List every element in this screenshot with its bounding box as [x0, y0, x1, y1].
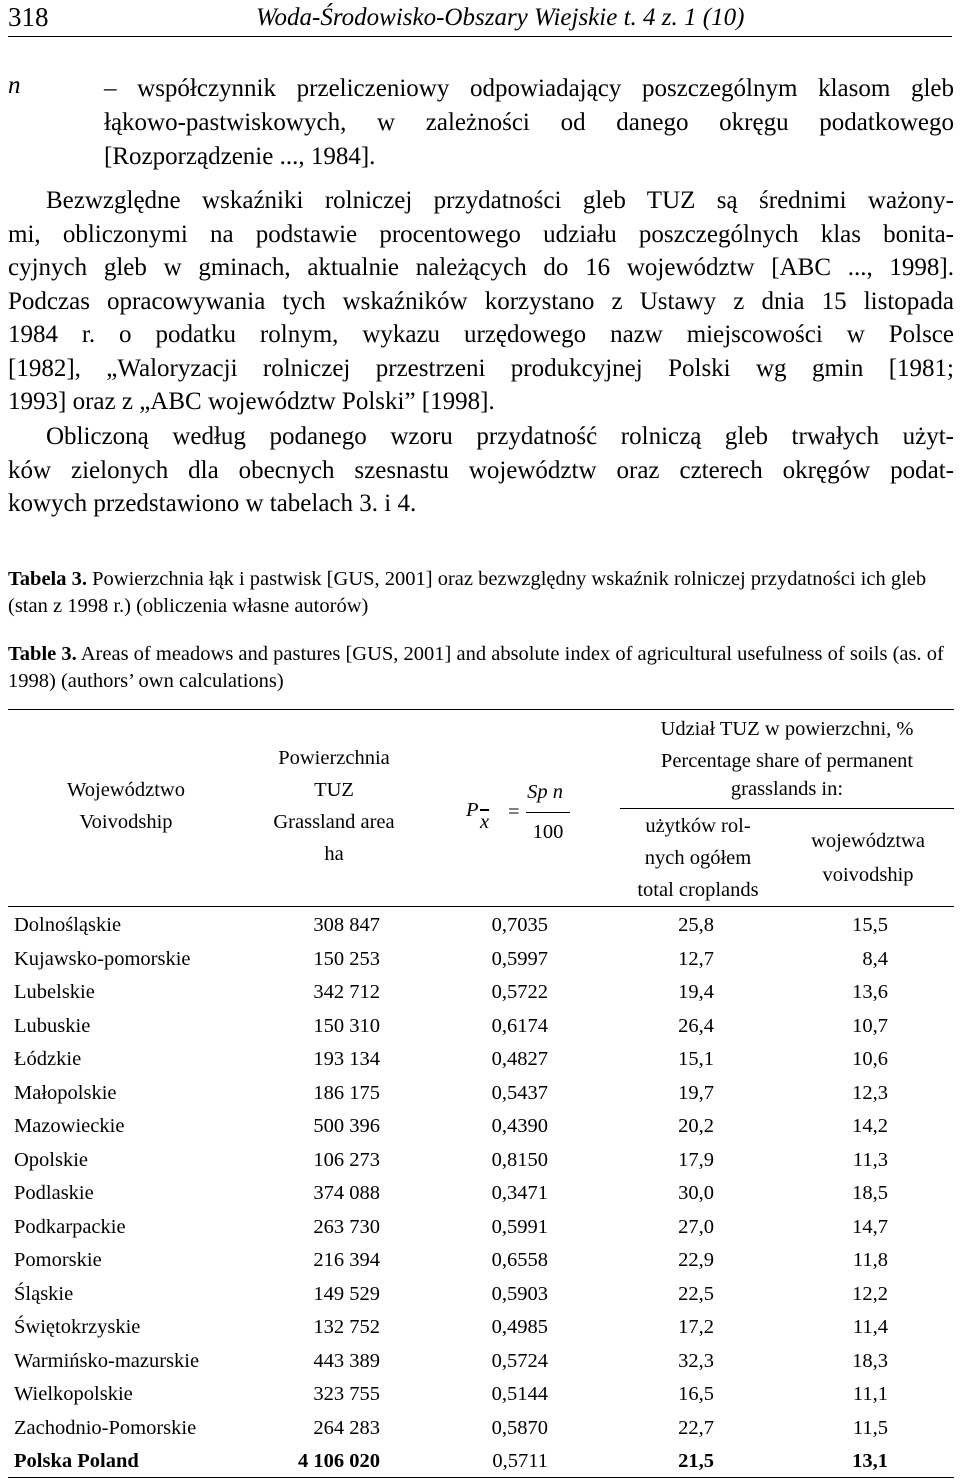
header-voivodship-pl: Województwo — [67, 779, 185, 801]
cell-share-croplands: 25,8 — [678, 914, 714, 936]
header-croplands-line3: total croplands — [637, 879, 759, 901]
cell-area: 106 273 — [313, 1148, 380, 1171]
cell-share-croplands: 22,9 — [678, 1249, 714, 1271]
header-share-rule — [620, 808, 954, 809]
header-area-line4: ha — [324, 843, 344, 865]
paragraph-line: 1993] oraz z „ABC województw Polski” [1998]. — [8, 388, 495, 415]
cell-share-croplands: 32,3 — [678, 1349, 714, 1372]
table-row — [8, 976, 954, 1010]
cell-share-croplands: 19,7 — [678, 1081, 714, 1104]
cell-area: 150 310 — [313, 1014, 380, 1037]
cell-index: 0,4985 — [491, 1316, 548, 1338]
caption-text-en: Areas of meadows and pastures [GUS, 2001] and absolute index of agricultural usefulness of soils (as. of 1998) (authors’ own calculations) — [8, 643, 944, 692]
cell-voivodship: Dolnośląskie — [14, 914, 122, 936]
cell-index: 0,5724 — [491, 1349, 548, 1372]
table-row — [8, 1177, 954, 1211]
cell-share-croplands: 17,9 — [678, 1148, 714, 1171]
cell-voivodship: Polska Poland — [14, 1450, 139, 1472]
cell-area: 150 253 — [313, 947, 380, 970]
table-row — [8, 1378, 954, 1412]
paragraph-line: Podczas opracowywania tych wskaźników korzystano z Ustawy z dnia 15 listopada — [8, 287, 954, 315]
header-croplands-line2: nych ogółem — [644, 847, 752, 869]
header-area-line3: Grassland area — [273, 811, 395, 833]
page-number: 318 — [8, 2, 49, 32]
formula-x-bar: $\overline{x}$ — [480, 811, 490, 833]
header-voivodship-share — [788, 824, 948, 892]
cell-share-voivodship: 11,8 — [852, 1249, 888, 1271]
header-voivodship — [36, 774, 216, 838]
formula-denominator: 100 — [532, 821, 564, 843]
cell-index: 0,5722 — [491, 981, 548, 1003]
definition-text: – współczynnik przeliczeniowy odpowiadający poszczególnym klasom gleb łąkowo-pastwiskowych, w zależności od danego okręgu podatkowego [Rozporządzenie ..., 1984]. — [104, 75, 954, 170]
formula-fraction-line — [526, 812, 570, 813]
cell-index: 0,3471 — [491, 1182, 548, 1204]
definition-symbol: n — [8, 72, 21, 99]
cell-share-croplands: 15,1 — [678, 1048, 714, 1070]
cell-voivodship: Mazowieckie — [14, 1115, 125, 1137]
cell-area: 500 396 — [313, 1115, 380, 1137]
cell-share-voivodship: 13,6 — [852, 981, 888, 1003]
cell-share-voivodship: 18,5 — [852, 1182, 888, 1204]
header-share-en-line2: grasslands in: — [730, 778, 844, 800]
table-row — [8, 1010, 954, 1044]
table-caption-en — [8, 641, 954, 695]
cell-index: 0,6174 — [491, 1014, 548, 1037]
table-row — [8, 1043, 954, 1077]
cell-area: 263 730 — [313, 1215, 380, 1238]
caption-label-pl: Tabela 3. — [8, 568, 87, 590]
cell-voivodship: Warmińsko-mazurskie — [14, 1349, 200, 1372]
cell-voivodship: Lubelskie — [14, 981, 95, 1003]
cell-index: 0,5437 — [491, 1081, 548, 1104]
formula-equals: = — [508, 801, 520, 823]
cell-index: 0,8150 — [491, 1148, 548, 1171]
cell-share-croplands: 17,2 — [678, 1316, 714, 1338]
header-area-line2: TUZ — [314, 779, 354, 801]
header-voiv-share-line2: voivodship — [822, 864, 914, 886]
cell-area: 443 389 — [313, 1349, 380, 1372]
cell-voivodship: Opolskie — [14, 1148, 89, 1171]
table-row — [8, 1278, 954, 1312]
cell-area: 342 712 — [313, 981, 380, 1003]
header-area-line1: Powierzchnia — [278, 747, 390, 769]
cell-share-croplands: 12,7 — [678, 947, 714, 970]
cell-index: 0,6558 — [491, 1249, 548, 1271]
running-header — [8, 0, 952, 37]
header-share-pl: Udział TUZ w powierzchni, % — [660, 718, 914, 740]
paragraph-line: cyjnych gleb w gminach, aktualnie należących do 16 województw [ABC ..., 1998]. — [8, 254, 954, 281]
table-top-rule — [8, 709, 954, 710]
header-area — [244, 742, 424, 870]
cell-index: 0,5991 — [491, 1215, 548, 1238]
cell-area: 132 752 — [313, 1316, 380, 1338]
journal-title: Woda-Środowisko-Obszary Wiejskie t. 4 z. 1 (10) — [256, 4, 745, 31]
cell-share-croplands: 27,0 — [678, 1215, 714, 1238]
paragraph-line: Bezwzględne wskaźniki rolniczej przydatności gleb TUZ są średnimi ważony- — [46, 187, 954, 214]
header-voiv-share-line1: województwa — [811, 830, 925, 852]
cell-share-croplands: 20,2 — [678, 1115, 714, 1137]
table-header-rule — [8, 906, 954, 907]
table-row — [8, 1077, 954, 1111]
paragraph-line: 1984 r. o podatku rolnym, wykazu urzędowego nazw miejscowości w Polsce — [8, 321, 954, 348]
paragraph-line: kowych przedstawiono w tabelach 3. i 4. — [8, 490, 417, 517]
body-paragraph-2 — [8, 420, 954, 521]
cell-share-croplands: 22,5 — [678, 1282, 714, 1305]
cell-voivodship: Kujawsko-pomorskie — [14, 947, 191, 970]
cell-share-voivodship: 14,2 — [852, 1115, 888, 1137]
cell-share-voivodship: 15,5 — [852, 914, 888, 936]
table-row — [8, 909, 954, 943]
cell-voivodship: Świętokrzyskie — [14, 1316, 141, 1338]
cell-share-croplands: 16,5 — [678, 1383, 714, 1405]
cell-index: 0,4827 — [491, 1048, 548, 1070]
header-share-en-line1: Percentage share of permanent — [660, 750, 914, 772]
cell-share-voivodship: 14,7 — [852, 1215, 888, 1238]
cell-share-voivodship: 8,4 — [862, 947, 888, 970]
cell-index: 0,5997 — [491, 947, 548, 970]
cell-area: 186 175 — [313, 1081, 380, 1104]
cell-index: 0,5711 — [492, 1450, 548, 1472]
cell-index: 0,5903 — [491, 1282, 548, 1305]
body-paragraph-1 — [8, 184, 954, 419]
cell-voivodship: Lubuskie — [14, 1014, 91, 1037]
cell-voivodship: Małopolskie — [14, 1081, 117, 1104]
cell-share-voivodship: 18,3 — [852, 1349, 888, 1372]
table-bottom-rule — [8, 1477, 954, 1478]
table-row — [8, 1412, 954, 1446]
paragraph-line: Obliczoną według podanego wzoru przydatność rolniczą gleb trwałych użyt- — [46, 423, 954, 450]
paragraph-line: [1982], „Waloryzacji rolniczej przestrzeni produkcyjnej Polski wg gmin [1981; — [8, 354, 954, 382]
paragraph-line: ków zielonych dla obecnych szesnastu województw oraz czterech okręgów podat- — [8, 456, 954, 484]
cell-area: 216 394 — [313, 1249, 380, 1271]
cell-index: 0,4390 — [491, 1115, 548, 1137]
formula-numerator: Sp n — [527, 781, 563, 803]
table-row — [8, 1211, 954, 1245]
cell-share-croplands: 21,5 — [678, 1450, 714, 1472]
cell-share-voivodship: 13,1 — [852, 1450, 888, 1472]
cell-share-croplands: 22,7 — [678, 1416, 714, 1439]
cell-voivodship: Śląskie — [14, 1282, 74, 1305]
cell-area: 264 283 — [313, 1416, 380, 1439]
cell-share-voivodship: 11,3 — [852, 1148, 888, 1171]
table-caption-pl — [8, 566, 954, 620]
cell-share-voivodship: 10,6 — [852, 1048, 888, 1070]
caption-text-pl: Powierzchnia łąk i pastwisk [GUS, 2001] oraz bezwzględny wskaźnik rolniczej przydatności ich gleb (stan z 1998 r.) (obliczenia własne autorów) — [8, 568, 927, 617]
cell-share-voivodship: 12,2 — [852, 1282, 888, 1305]
cell-voivodship: Łódzkie — [14, 1048, 82, 1070]
cell-index: 0,5870 — [491, 1416, 548, 1439]
header-croplands — [618, 810, 778, 906]
cell-area: 193 134 — [313, 1048, 380, 1070]
cell-share-voivodship: 12,3 — [852, 1081, 888, 1104]
header-croplands-line1: użytków rol- — [645, 815, 751, 837]
cell-share-voivodship: 11,1 — [852, 1383, 888, 1405]
header-voivodship-en: Voivodship — [79, 811, 173, 833]
table-row — [8, 1110, 954, 1144]
cell-share-voivodship: 11,4 — [852, 1316, 888, 1338]
cell-voivodship: Wielkopolskie — [14, 1383, 133, 1405]
formula-p: P — [466, 799, 479, 821]
cell-index: 0,5144 — [491, 1383, 548, 1405]
cell-share-voivodship: 11,5 — [852, 1416, 888, 1439]
cell-share-croplands: 26,4 — [678, 1014, 714, 1037]
table-row — [8, 943, 954, 977]
caption-label-en: Table 3. — [8, 643, 77, 665]
cell-share-croplands: 19,4 — [678, 981, 714, 1003]
table-row — [8, 1144, 954, 1178]
cell-voivodship: Pomorskie — [14, 1249, 102, 1271]
cell-voivodship: Zachodnio-Pomorskie — [14, 1416, 197, 1439]
header-share — [620, 712, 954, 802]
table-row — [8, 1345, 954, 1379]
table-row — [8, 1311, 954, 1345]
table-total-row — [8, 1445, 954, 1479]
cell-share-croplands: 30,0 — [678, 1182, 714, 1204]
cell-area: 374 088 — [313, 1182, 380, 1204]
paragraph-line: mi, obliczonymi na podstawie procentowego udziału poszczególnych klas bonita- — [8, 220, 954, 248]
cell-area: 149 529 — [313, 1282, 380, 1305]
table-row — [8, 1244, 954, 1278]
cell-voivodship: Podkarpackie — [14, 1215, 126, 1238]
cell-area: 308 847 — [313, 914, 380, 936]
cell-area: 323 755 — [313, 1383, 380, 1405]
cell-index: 0,7035 — [491, 914, 548, 936]
cell-share-voivodship: 10,7 — [852, 1014, 888, 1037]
cell-voivodship: Podlaskie — [14, 1182, 94, 1204]
cell-area: 4 106 020 — [298, 1450, 380, 1472]
